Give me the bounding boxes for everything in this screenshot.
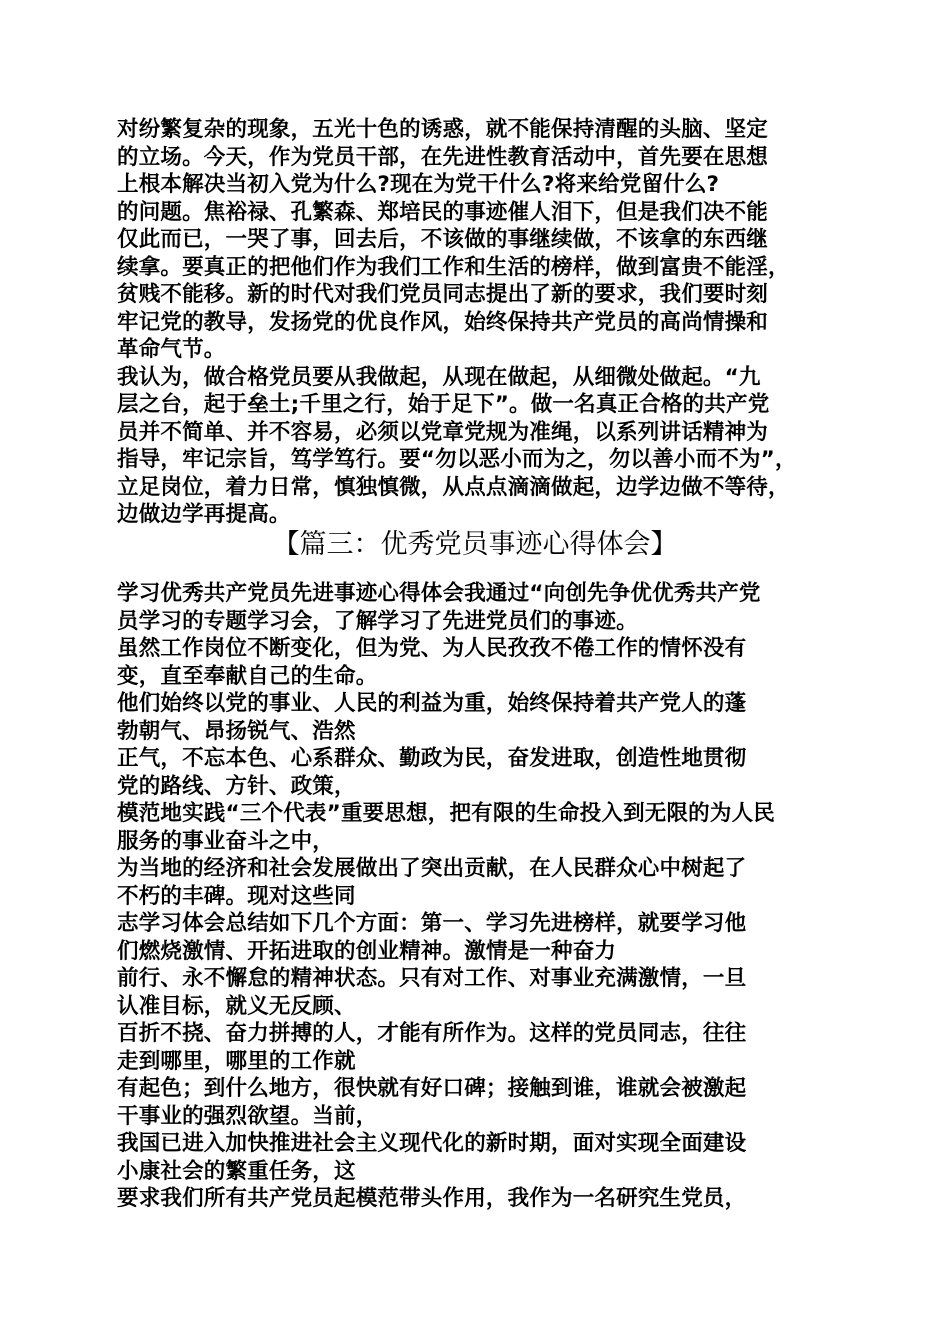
text-line: 模范地实践“三个代表”重要思想，把有限的生命投入到无限的为人民 (117, 801, 775, 826)
text-line: 的立场。今天，作为党员干部，在先进性教育活动中，首先要在思想 (117, 144, 769, 170)
text-line: 我认为，做合格党员要从我做起，从现在做起，从细微处做起。“九 (117, 364, 761, 390)
text-line: 层之台，起于垒土;千里之行，始于足下”。做一名真正合格的共产党 (117, 392, 770, 417)
text-line: 员学习的专题学习会，了解学习了先进党员们的事迹。 (117, 608, 638, 634)
text-line: 勃朝气、昂扬锐气、浩然 (117, 718, 356, 744)
text-line: 牢记党的教导，发扬党的优良作风，始终保持共产党员的高尚情操和 (117, 309, 769, 335)
text-line: 仅此而已，一哭了事，回去后，不该做的事继续做，不该拿的东西继 (117, 227, 769, 252)
text-line: 小康社会的繁重任务，这 (117, 1158, 356, 1184)
text-line: 他们始终以党的事业、人民的利益为重，始终保持着共产党人的蓬 (117, 691, 747, 716)
text-line: 的问题。焦裕禄、孔繁森、郑培民的事迹催人泪下，但是我们决不能 (117, 199, 769, 225)
text-line: 要求我们所有共产党员起模范带头作用，我作为一名研究生党员， (117, 1186, 747, 1211)
paragraph-block-2 (117, 580, 852, 1213)
text-line: 志学习体会总结如下几个方面：第一、学习先进榜样，就要学习他 (117, 911, 747, 936)
text-line: 学习优秀共产党员先进事迹心得体会我通过“向创先争优优秀共产党 (117, 581, 761, 606)
text-line: 贫贱不能移。新的时代对我们党员同志提出了新的要求，我们要时刻 (117, 282, 769, 307)
text-line: 变，直至奉献自己的生命。 (117, 663, 378, 689)
text-line: 上根本解决当初入党为什么?现在为党干什么?将来给党留什么? (117, 172, 720, 197)
text-line: 正气，不忘本色、心系群众、勤政为民，奋发进取，创造性地贯彻 (117, 746, 747, 771)
text-line: 走到哪里，哪里的工作就 (117, 1048, 356, 1074)
text-line: 对纷繁复杂的现象，五光十色的诱惑，就不能保持清醒的头脑、坚定 (117, 117, 769, 142)
text-line: 虽然工作岗位不断变化，但为党、为人民孜孜不倦工作的情怀没有 (117, 636, 747, 661)
text-line: 党的路线、方针、政策， (117, 773, 356, 799)
text-line: 认准目标，就义无反顾、 (117, 993, 356, 1019)
text-line: 革命气节。 (117, 337, 226, 362)
section-heading: 【篇三：优秀党员事迹心得体会】 (272, 529, 678, 560)
text-line: 为当地的经济和社会发展做出了突出贡献，在人民群众心中树起了 (117, 856, 747, 881)
text-line: 们燃烧激情、开拓进取的创业精神。激情是一种奋力 (117, 938, 617, 964)
text-line: 不朽的丰碑。现对这些同 (117, 883, 356, 909)
paragraph-block-1 (117, 116, 852, 529)
text-line: 指导，牢记宗旨，笃学笃行。要“勿以恶小而为之，勿以善小而不为”， (117, 447, 797, 472)
text-line: 续拿。要真正的把他们作为我们工作和生活的榜样，做到富贵不能淫， (117, 254, 790, 280)
text-line: 立足岗位，着力日常，慎独慎微，从点点滴滴做起，边学边做不等待， (117, 474, 790, 500)
text-line: 干事业的强烈欲望。当前， (117, 1103, 378, 1129)
text-line: 有起色；到什么地方，很快就有好口碑；接触到谁，谁就会被激起 (117, 1076, 747, 1101)
text-line: 前行、永不懈怠的精神状态。只有对工作、对事业充满激情，一旦 (117, 966, 747, 991)
text-line: 服务的事业奋斗之中， (117, 828, 335, 854)
text-line: 百折不挠、奋力拼搏的人，才能有所作为。这样的党员同志，往往 (117, 1021, 747, 1046)
text-line: 我国已进入加快推进社会主义现代化的新时期，面对实现全面建设 (117, 1131, 747, 1156)
text-line: 员并不简单、并不容易，必须以党章党规为准绳，以系列讲话精神为 (117, 419, 769, 445)
text-line: 边做边学再提高。 (117, 502, 291, 527)
